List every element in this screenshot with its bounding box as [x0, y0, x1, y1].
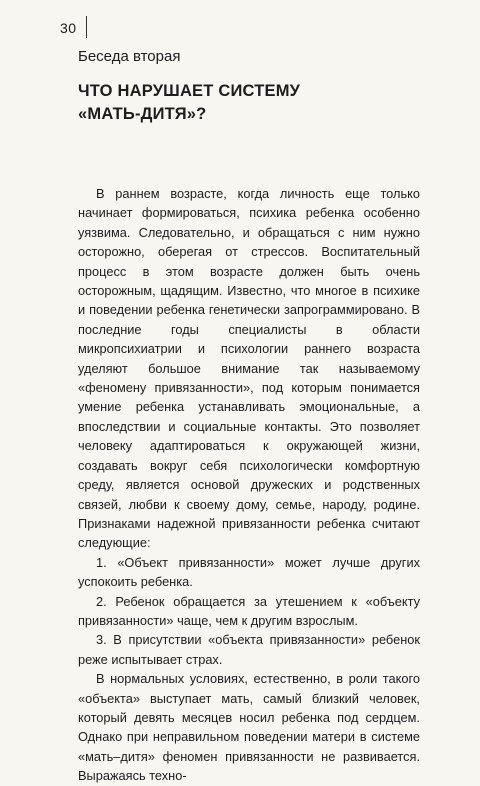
- section-label: Беседа вторая: [78, 48, 181, 65]
- body-text: [78, 184, 420, 786]
- chapter-title-line-2: «МАТЬ-ДИТЯ»?: [78, 105, 207, 123]
- list-item-1: 1. «Объект привязанности» может лучше других успокоить ребенка.: [78, 554, 420, 590]
- chapter-title: [78, 80, 418, 126]
- chapter-title-line-1: ЧТО НАРУШАЕТ СИСТЕМУ: [78, 82, 301, 100]
- list-item-3: 3. В присутствии «объекта привязанности» ребенок реже испытывает страх.: [78, 632, 420, 667]
- list-item-2: 2. Ребенок обращается за утешением к «объекту привязанности» чаще, чем к другим взрослым.: [78, 593, 420, 628]
- paragraph-intro: В раннем возрасте, когда личность еще только начинает формироваться, психика ребенка особенно уязвима. Следовательно, и обращаться с ним нужно осторожно, оберегая от стрессов. Воспитательный процесс в этом возрасте должен быть очень осторожным, щадящим. Известно, что многое в психике и поведении ребенка генетически запрограммировано. В последние годы специалисты в области микропсихиатрии и психологии раннего возраста уделяют большое внимание так называемому «феномену привязанности», под которым понимается умение ребенка устанавливать эмоциональные, а впоследствии и социальные контакты. Это позволяет человеку адаптироваться к окружающей жизни, создавать вокруг себя психологически комфортную среду, является основой дружеских и родственных связей, любви к своему дому, семье, народу, родине. Признаками надежной привязанности ребенка считают следующие:: [78, 186, 420, 551]
- header-divider: [86, 16, 87, 38]
- paragraph-conclusion: В нормальных условиях, естественно, в роли такого «объекта» выступает мать, самый близкий человек, который девять месяцев носил ребенка под сердцем. Однако при неправильном поведении матери в системе «мать–дитя» феномен привязанности не развивается. Выражаясь техно-: [78, 671, 420, 784]
- page-number: 30: [60, 20, 77, 36]
